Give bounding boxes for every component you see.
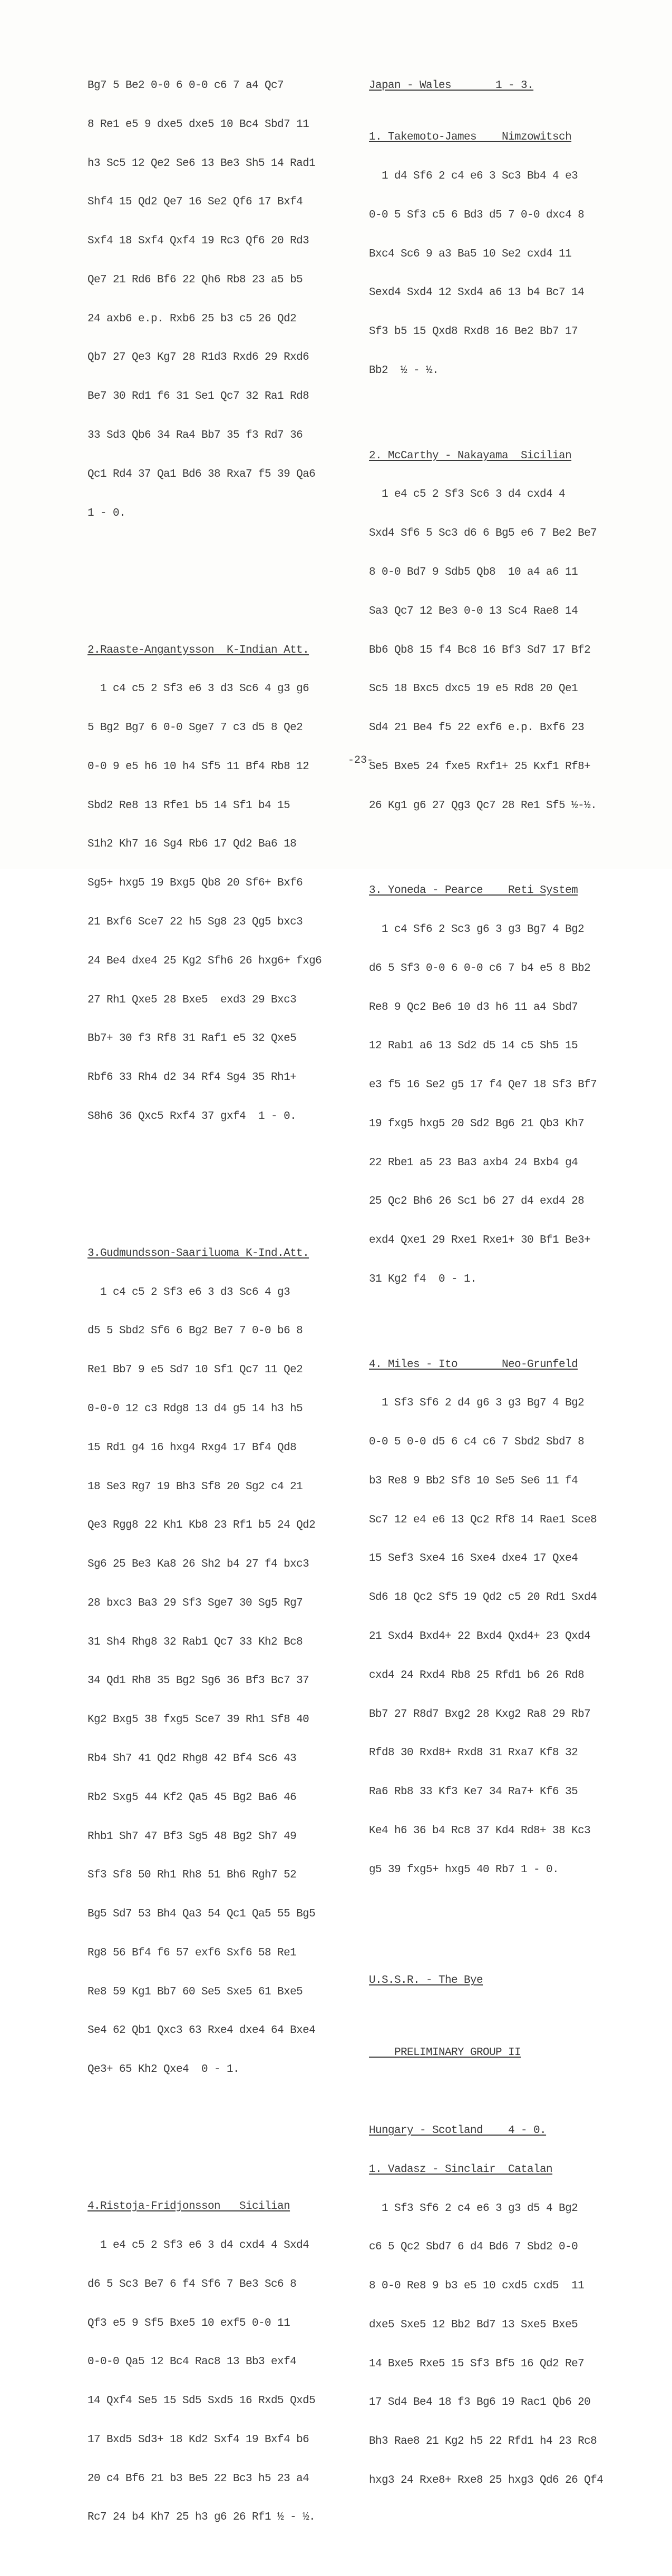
- move-line: exd4 Qxe1 29 Rxe1 Rxe1+ 30 Bf1 Be3+: [369, 1234, 591, 1247]
- move-line: Kg2 Bxg5 38 fxg5 Sce7 39 Rh1 Sf8 40: [87, 1714, 309, 1726]
- move-line: S8h6 36 Qxc5 Rxf4 37 gxf4 1 - 0.: [87, 1110, 297, 1123]
- move-line: Sc5 18 Bxc5 dxc5 19 e5 Rd8 20 Qe1: [369, 683, 578, 695]
- move-line: 17 Sd4 Be4 18 f3 Bg6 19 Rac1 Qb6 20: [369, 2396, 591, 2409]
- move-line: 1 d4 Sf6 2 c4 e6 3 Sc3 Bb4 4 e3: [369, 170, 578, 183]
- move-line: d5 5 Sbd2 Sf6 6 Bg2 Be7 7 0-0 b6 8: [87, 1325, 303, 1338]
- page-number: -23-: [348, 754, 374, 766]
- move-line: Sf3 b5 15 Qxd8 Rxd8 16 Be2 Bb7 17: [369, 326, 578, 338]
- move-line: Rg8 56 Bf4 f6 57 exf6 Sxf6 58 Re1: [87, 1946, 297, 1959]
- move-line: 21 Sxd4 Bxd4+ 22 Bxd4 Qxd4+ 23 Qxd4: [369, 1630, 591, 1643]
- game-heading: 2. McCarthy - Nakayama Sicilian: [369, 449, 572, 462]
- move-line: Sg5+ hxg5 19 Bxg5 Qb8 20 Sf6+ Bxf6: [87, 877, 303, 890]
- move-line: Bb2 ½ - ½.: [369, 365, 439, 377]
- move-line: Qe3+ 65 Kh2 Qxe4 0 - 1.: [87, 2063, 240, 2076]
- move-line: d6 5 Sf3 0-0 6 0-0 c6 7 b4 e5 8 Bb2: [369, 962, 591, 975]
- move-line: 14 Bxe5 Rxe5 15 Sf3 Bf5 16 Qd2 Re7: [369, 2357, 585, 2370]
- move-line: 18 Se3 Rg7 19 Bh3 Sf8 20 Sg2 c4 21: [87, 1480, 303, 1493]
- move-line: 12 Rab1 a6 13 Sd2 d5 14 c5 Sh5 15: [369, 1040, 578, 1053]
- move-line: cxd4 24 Rxd4 Rb8 25 Rfd1 b6 26 Rd8: [369, 1669, 585, 1682]
- match-heading: Japan - Wales 1 - 3.: [369, 79, 534, 92]
- game-heading: 1. Takemoto-James Nimzowitsch: [369, 131, 572, 144]
- move-line: h3 Sc5 12 Qe2 Se6 13 Be3 Sh5 14 Rad1: [87, 157, 316, 170]
- move-line: S1h2 Kh7 16 Sg4 Rb6 17 Qd2 Ba6 18: [87, 838, 297, 851]
- move-line: e3 f5 16 Se2 g5 17 f4 Qe7 18 Sf3 Bf7: [369, 1079, 597, 1092]
- move-line: 5 Bg2 Bg7 6 0-0 Sge7 7 c3 d5 8 Qe2: [87, 722, 303, 734]
- move-line: Be7 30 Rd1 f6 31 Se1 Qc7 32 Ra1 Rd8: [87, 390, 309, 403]
- move-line: 21 Bxf6 Sce7 22 h5 Sg8 23 Qg5 bxc3: [87, 916, 303, 928]
- game-raaste-angantysson: [87, 618, 351, 1149]
- move-line: Sd6 18 Qc2 Sf5 19 Qd2 c5 20 Rd1 Sxd4: [369, 1591, 597, 1604]
- move-line: 31 Sh4 Rhg8 32 Rab1 Qc7 33 Kh2 Bc8: [87, 1636, 303, 1648]
- move-line: 34 Qd1 Rh8 35 Bg2 Sg6 36 Bf3 Bc7 37: [87, 1675, 309, 1687]
- move-line: 1 c4 c5 2 Sf3 e6 3 d3 Sc6 4 g3 g6: [87, 683, 309, 695]
- move-line: 33 Sd3 Qb6 34 Ra4 Bb7 35 f3 Rd7 36: [87, 429, 303, 441]
- move-line: Bb7 27 R8d7 Bxg2 28 Kxg2 Ra8 29 Rb7: [369, 1708, 591, 1720]
- move-line: Bb7+ 30 f3 Rf8 31 Raf1 e5 32 Qxe5: [87, 1033, 297, 1045]
- game-heading: 4.Ristoja-Fridjonsson Sicilian: [87, 2200, 290, 2213]
- move-line: Se4 62 Qb1 Qxc3 63 Rxe4 dxe4 64 Bxe4: [87, 2024, 316, 2037]
- move-line: Qf3 e5 9 Sf5 Bxe5 10 exf5 0-0 11: [87, 2317, 290, 2329]
- game-heading: 1. Vadasz - Sinclair Catalan: [369, 2163, 553, 2176]
- move-line: 1 Sf3 Sf6 2 c4 e6 3 g3 d5 4 Bg2: [369, 2202, 578, 2215]
- move-line: 1 e4 c5 2 Sf3 Sc6 3 d4 cxd4 4: [369, 488, 566, 501]
- move-line: 26 Kg1 g6 27 Qg3 Qc7 28 Re1 Sf5 ½-½.: [369, 799, 597, 812]
- move-line: c6 5 Qc2 Sbd7 6 d4 Bd6 7 Sbd2 0-0: [369, 2241, 578, 2254]
- move-line: Se5 Bxe5 24 fxe5 Rxf1+ 25 Kxf1 Rf8+: [369, 760, 591, 773]
- move-line: 27 Rh1 Qxe5 28 Bxe5 exd3 29 Bxc3: [87, 994, 297, 1006]
- move-line: Rb4 Sh7 41 Qd2 Rhg8 42 Bf4 Sc6 43: [87, 1752, 297, 1765]
- move-line: 0-0 5 0-0 d5 6 c4 c6 7 Sbd2 Sbd7 8: [369, 1436, 585, 1449]
- move-line: g5 39 fxg5+ hxg5 40 Rb7 1 - 0.: [369, 1863, 559, 1876]
- move-line: 0-0 5 Sf3 c5 6 Bd3 d5 7 0-0 dxc4 8: [369, 209, 585, 221]
- move-line: Ra6 Rb8 33 Kf3 Ke7 34 Ra7+ Kf6 35: [369, 1786, 578, 1798]
- move-line: Qe7 21 Rd6 Bf6 22 Qh6 Rb8 23 a5 b5: [87, 273, 303, 286]
- left-column: [87, 15, 351, 2576]
- match-japan-wales: [369, 54, 643, 1903]
- game-heading: 3.Gudmundsson-Saariluoma K-Ind.Att.: [87, 1247, 309, 1260]
- move-line: 8 0-0 Re8 9 b3 e5 10 cxd5 cxd5 11: [369, 2280, 585, 2293]
- move-line: 15 Sef3 Sxe4 16 Sxe4 dxe4 17 Qxe4: [369, 1552, 578, 1565]
- move-line: 19 fxg5 hxg5 20 Sd2 Bg6 21 Qb3 Kh7: [369, 1117, 585, 1130]
- move-line: Sc7 12 e4 e6 13 Qc2 Rf8 14 Rae1 Sce8: [369, 1513, 597, 1526]
- move-line: Sexd4 Sxd4 12 Sxd4 a6 13 b4 Bc7 14: [369, 287, 585, 299]
- move-line: 1 e4 c5 2 Sf3 e6 3 d4 cxd4 4 Sxd4: [87, 2239, 309, 2251]
- move-line: b3 Re8 9 Bb2 Sf8 10 Se5 Se6 11 f4: [369, 1474, 578, 1487]
- move-line: 14 Qxf4 Se5 15 Sd5 Sxd5 16 Rxd5 Qxd5: [87, 2395, 316, 2407]
- move-line: Bg7 5 Be2 0-0 6 0-0 c6 7 a4 Qc7: [87, 79, 284, 92]
- move-line: Sxf4 18 Sxf4 Qxf4 19 Rc3 Qf6 20 Rd3: [87, 235, 309, 248]
- match-heading: Hungary - Scotland 4 - 0.: [369, 2125, 547, 2137]
- game-result: 1 - 0.: [87, 507, 126, 519]
- move-line: 8 0-0 Bd7 9 Sdb5 Qb8 10 a4 a6 11: [369, 566, 578, 578]
- move-line: Sxd4 Sf6 5 Sc3 d6 6 Bg5 e6 7 Be2 Be7: [369, 527, 597, 540]
- move-line: Sd4 21 Be4 f5 22 exf6 e.p. Bxf6 23: [369, 722, 585, 734]
- move-line: 0-0-0 12 c3 Rdg8 13 d4 g5 14 h3 h5: [87, 1402, 303, 1415]
- move-line: d6 5 Sc3 Be7 6 f4 Sf6 7 Be3 Sc6 8: [87, 2278, 297, 2290]
- move-line: 24 Be4 dxe4 25 Kg2 Sfh6 26 hxg6+ fxg6: [87, 955, 322, 967]
- move-line: Sf3 Sf8 50 Rh1 Rh8 51 Bh6 Rgh7 52: [87, 1869, 297, 1882]
- move-line: Rbf6 33 Rh4 d2 34 Rf4 Sg4 35 Rh1+: [87, 1071, 297, 1084]
- move-line: Bxc4 Sc6 9 a3 Ba5 10 Se2 cxd4 11: [369, 248, 572, 260]
- game-ristoja-fridjonsson: [87, 2175, 351, 2550]
- move-line: Rfd8 30 Rxd8+ Rxd8 31 Rxa7 Kf8 32: [369, 1747, 578, 1759]
- group-heading: PRELIMINARY GROUP II: [369, 2047, 521, 2059]
- move-line: Qe3 Rgg8 22 Kh1 Kb8 23 Rf1 b5 24 Qd2: [87, 1519, 316, 1532]
- game-gudmundsson-saariluoma: [87, 1222, 351, 2102]
- move-line: 1 c4 Sf6 2 Sc3 g6 3 g3 Bg7 4 Bg2: [369, 923, 585, 936]
- move-line: Re1 Bb7 9 e5 Sd7 10 Sf1 Qc7 11 Qe2: [87, 1364, 303, 1377]
- move-line: 25 Qc2 Bh6 26 Sc1 b6 27 d4 exd4 28: [369, 1195, 585, 1208]
- right-column: [369, 15, 643, 2539]
- move-line: hxg3 24 Rxe8+ Rxe8 25 hxg3 Qd6 26 Qf4: [369, 2474, 603, 2487]
- match-hungary-scotland: [369, 2099, 643, 2513]
- move-line: 22 Rbe1 a5 23 Ba3 axb4 24 Bxb4 g4: [369, 1156, 578, 1169]
- move-line: 15 Rd1 g4 16 hxg4 Rxg4 17 Bf4 Qd8: [87, 1441, 297, 1454]
- move-line: Sa3 Qc7 12 Be3 0-0 13 Sc4 Rae8 14: [369, 605, 578, 617]
- move-line: Ke4 h6 36 b4 Rc8 37 Kd4 Rd8+ 38 Kc3: [369, 1824, 591, 1837]
- move-line: Shf4 15 Qd2 Qe7 16 Se2 Qf6 17 Bxf4: [87, 196, 303, 209]
- move-line: Bg5 Sd7 53 Bh4 Qa3 54 Qc1 Qa5 55 Bg5: [87, 1908, 316, 1921]
- game-heading: 4. Miles - Ito Neo-Grunfeld: [369, 1358, 578, 1371]
- move-line: 31 Kg2 f4 0 - 1.: [369, 1273, 477, 1285]
- move-line: Rb2 Sxg5 44 Kf2 Qa5 45 Bg2 Ba6 46: [87, 1791, 297, 1804]
- move-line: 0-0-0 Qa5 12 Bc4 Rac8 13 Bb3 exf4: [87, 2356, 297, 2368]
- move-line: 1 c4 c5 2 Sf3 e6 3 d3 Sc6 4 g3: [87, 1286, 290, 1299]
- game-heading: 3. Yoneda - Pearce Reti System: [369, 884, 578, 897]
- bye-line: U.S.S.R. - The Bye: [369, 1974, 483, 1987]
- move-line: Qc1 Rd4 37 Qa1 Bd6 38 Rxa7 f5 39 Qa6: [87, 468, 316, 480]
- move-line: Rc7 24 b4 Kh7 25 h3 g6 26 Rf1 ½ - ½.: [87, 2511, 316, 2524]
- move-line: 0-0 9 e5 h6 10 h4 Sf5 11 Bf4 Rb8 12: [87, 760, 309, 773]
- move-line: Rhb1 Sh7 47 Bf3 Sg5 48 Bg2 Sh7 49: [87, 1830, 297, 1843]
- move-line: dxe5 Sxe5 12 Bb2 Bd7 13 Sxe5 Bxe5: [369, 2318, 578, 2331]
- move-line: 8 Re1 e5 9 dxe5 dxe5 10 Bc4 Sbd7 11: [87, 118, 309, 131]
- move-line: Qb7 27 Qe3 Kg7 28 R1d3 Rxd6 29 Rxd6: [87, 351, 309, 364]
- move-line: Sbd2 Re8 13 Rfe1 b5 14 Sf1 b4 15: [87, 799, 290, 812]
- move-line: Bh3 Rae8 21 Kg2 h5 22 Rfd1 h4 23 Rc8: [369, 2435, 597, 2448]
- move-line: 1 Sf3 Sf6 2 d4 g6 3 g3 Bg7 4 Bg2: [369, 1397, 585, 1410]
- game-heading: 2.Raaste-Angantysson K-Indian Att.: [87, 644, 309, 656]
- move-line: Re8 9 Qc2 Be6 10 d3 h6 11 a4 Sbd7: [369, 1001, 578, 1014]
- move-line: 20 c4 Bf6 21 b3 Be5 22 Bc3 h5 23 a4: [87, 2472, 309, 2485]
- move-line: Bb6 Qb8 15 f4 Bc8 16 Bf3 Sd7 17 Bf2: [369, 644, 591, 656]
- game-score-continued: [87, 54, 351, 546]
- move-line: 17 Bxd5 Sd3+ 18 Kd2 Sxf4 19 Bxf4 b6: [87, 2433, 309, 2446]
- move-line: 24 axb6 e.p. Rxb6 25 b3 c5 26 Qd2: [87, 312, 297, 325]
- move-line: 28 bxc3 Ba3 29 Sf3 Sge7 30 Sg5 Rg7: [87, 1597, 303, 1609]
- move-line: Re8 59 Kg1 Bb7 60 Se5 Sxe5 61 Bxe5: [87, 1985, 303, 1998]
- move-line: Sg6 25 Be3 Ka8 26 Sh2 b4 27 f4 bxc3: [87, 1558, 309, 1571]
